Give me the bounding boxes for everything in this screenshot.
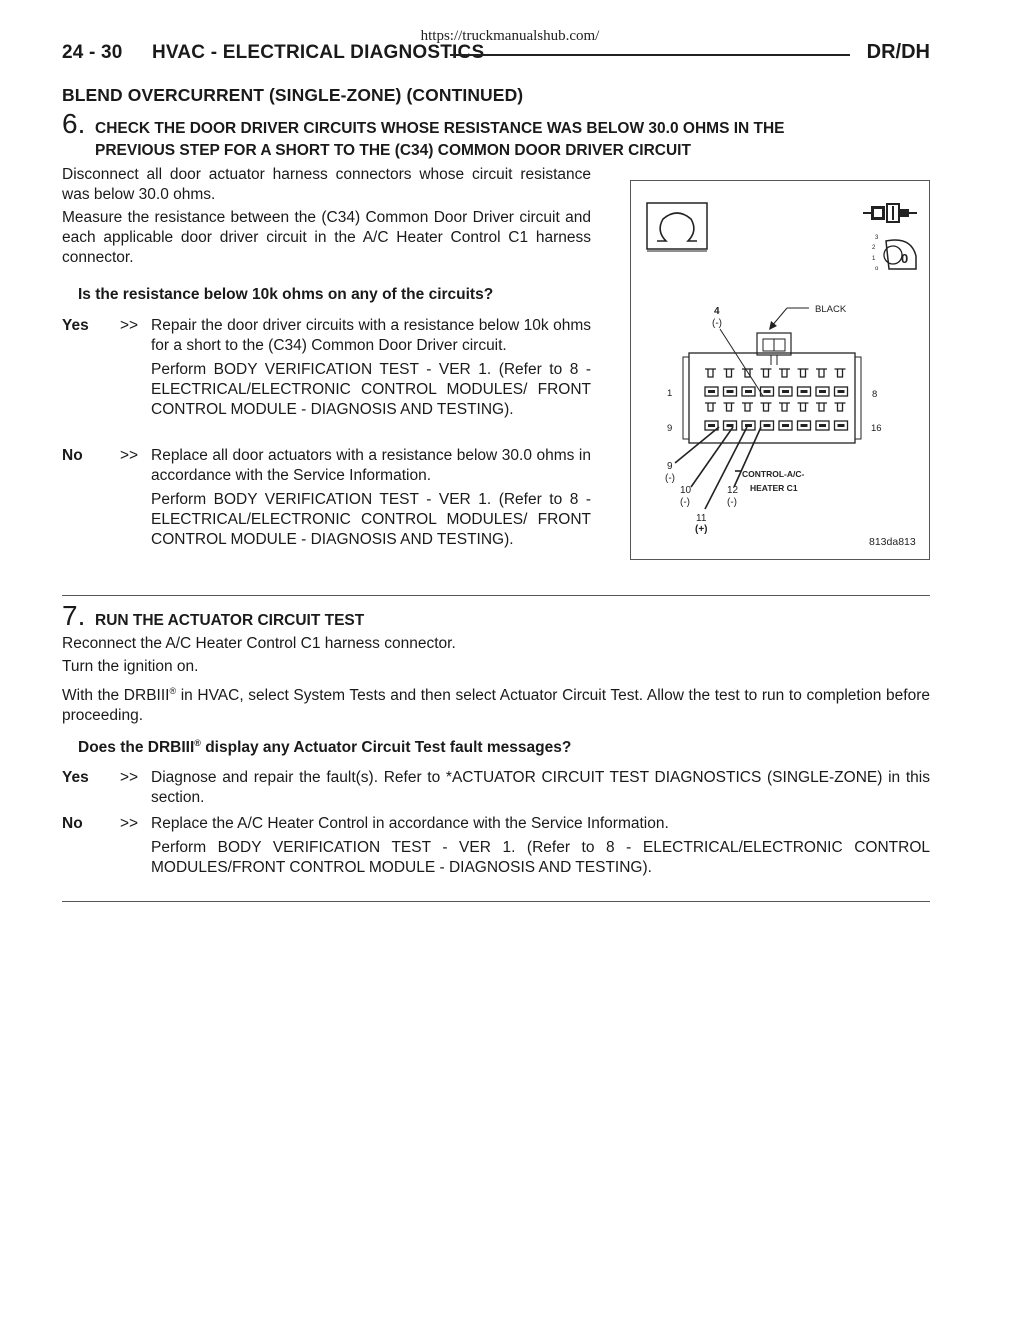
answer-text bbox=[151, 768, 930, 812]
pin-contact bbox=[801, 390, 808, 393]
range-3: 3 bbox=[875, 235, 879, 241]
answer-text-1: Diagnose and repair the fault(s). Refer to *ACTUATOR CIRCUIT TEST DIAGNOSTICS (SINGLE-ZONE) in this section. bbox=[151, 769, 930, 806]
answer-key-no: No bbox=[62, 447, 83, 464]
pin-contact bbox=[727, 424, 734, 427]
pin-contact bbox=[727, 390, 734, 393]
pin-contact bbox=[838, 390, 845, 393]
registered-mark: ® bbox=[169, 686, 177, 696]
pin-4-sign: (-) bbox=[712, 318, 722, 329]
pin-contact bbox=[708, 390, 715, 393]
answer-text-1: Repair the door driver circuits with a resistance below 10k ohms for a short to the (C34) Common Door Driver circuit. bbox=[151, 317, 591, 354]
pin-terminal bbox=[724, 403, 735, 411]
wire-12-label: 12 bbox=[727, 485, 739, 496]
step-6-para-1: Disconnect all door actuator harness connectors whose circuit resistance was below 30.0 ohms. bbox=[62, 166, 591, 203]
step-6-heading bbox=[62, 110, 930, 160]
question-end: display any Actuator Circuit Test fault messages? bbox=[200, 739, 572, 757]
header-rule bbox=[450, 54, 850, 56]
continued-title: BLEND OVERCURRENT (SINGLE-ZONE) (CONTINUED) bbox=[62, 85, 524, 105]
pin-1-label: 1 bbox=[667, 388, 673, 399]
pin-terminal bbox=[779, 369, 790, 377]
answer-text-2: Perform BODY VERIFICATION TEST - VER 1. (Refer to 8 - ELECTRICAL/ELECTRONIC CONTROL MODULES/ FRONT CONTROL MODULE - DIAGNOSIS AND TESTING). bbox=[151, 361, 591, 418]
pin-contact bbox=[801, 424, 808, 427]
connector-pins bbox=[705, 369, 848, 430]
pin-contact bbox=[745, 424, 752, 427]
wire-11-sign: (+) bbox=[695, 524, 708, 535]
step-6-para-2: Measure the resistance between the (C34) Common Door Driver circuit and each applicable door driver circuit in the A/C Heater Control C1 harness connector. bbox=[62, 209, 591, 266]
model-code: DR/DH bbox=[866, 41, 930, 63]
section-title: HVAC - ELECTRICAL DIAGNOSTICS bbox=[152, 42, 485, 63]
answer-text-2: Perform BODY VERIFICATION TEST - VER 1. (Refer to 8 - ELECTRICAL/ELECTRONIC CONTROL MODULES/FRONT CONTROL MODULE - DIAGNOSIS AND TESTING). bbox=[151, 839, 930, 876]
step-7-para-2: Turn the ignition on. bbox=[62, 658, 199, 675]
answer-arrow: >> bbox=[120, 317, 139, 334]
wire-12-sign: (-) bbox=[727, 497, 737, 508]
pin-terminal bbox=[761, 403, 772, 411]
pin-terminal bbox=[835, 403, 846, 411]
pin-contact bbox=[764, 390, 771, 393]
step-6-answer-no bbox=[62, 446, 591, 571]
registered-mark: ® bbox=[194, 738, 201, 748]
range-1: 1 bbox=[872, 256, 876, 262]
pin-16-label: 16 bbox=[871, 423, 882, 434]
answer-text-1: Replace the A/C Heater Control in accordance with the Service Information. bbox=[151, 815, 669, 832]
pin-terminal bbox=[761, 369, 772, 377]
page-number: 24 - 30 bbox=[62, 42, 123, 63]
pin-4-label: 4 bbox=[714, 306, 720, 317]
pin-contact bbox=[819, 424, 826, 427]
step-7-heading bbox=[62, 602, 930, 632]
meter-dial-icon bbox=[872, 235, 916, 272]
source-url[interactable]: https://truckmanualshub.com/ bbox=[420, 28, 600, 44]
pin-contact bbox=[764, 424, 771, 427]
step-title: RUN THE ACTUATOR CIRCUIT TEST bbox=[95, 612, 365, 629]
pin-8-label: 8 bbox=[872, 389, 878, 400]
step-7-para-1: Reconnect the A/C Heater Control C1 harness connector. bbox=[62, 635, 456, 652]
answer-text-1: Replace all door actuators with a resistance below 30.0 ohms in accordance with the Service Information. bbox=[151, 447, 591, 484]
pin-terminal bbox=[798, 369, 809, 377]
para-3-end: in HVAC, select System Tests and then select Actuator Circuit Test. Allow the test to run to completion before proceeding. bbox=[62, 687, 930, 725]
range-o: o bbox=[875, 266, 879, 272]
answer-key-yes: Yes bbox=[62, 769, 89, 786]
pin-contact bbox=[819, 390, 826, 393]
pin-contact bbox=[838, 424, 845, 427]
answer-key-yes: Yes bbox=[62, 317, 89, 334]
answer-arrow: >> bbox=[120, 447, 139, 464]
step-title-line-1: CHECK THE DOOR DRIVER CIRCUITS WHOSE RESISTANCE WAS BELOW 30.0 OHMS IN THE bbox=[95, 120, 785, 137]
section-divider-bottom bbox=[62, 901, 930, 902]
step-title bbox=[95, 118, 785, 162]
dial-value: 0 bbox=[901, 251, 909, 266]
wire-10-label: 10 bbox=[680, 485, 692, 496]
question-start: Does the DRBIII bbox=[78, 739, 195, 757]
step-7-answer-no bbox=[62, 814, 930, 884]
answer-arrow: >> bbox=[120, 769, 139, 786]
pin-terminal bbox=[742, 369, 753, 377]
page-header bbox=[62, 42, 930, 66]
wire-9-sign: (-) bbox=[665, 473, 675, 484]
pin-terminal bbox=[724, 369, 735, 377]
answer-key-no: No bbox=[62, 815, 83, 832]
pin-terminal bbox=[705, 369, 716, 377]
wire-11-label: 11 bbox=[696, 513, 707, 524]
plug-icon bbox=[863, 204, 917, 222]
connector-label-line-1: CONTROL-A/C- bbox=[742, 469, 805, 479]
step-7-answer-yes bbox=[62, 768, 930, 813]
pin-terminal bbox=[835, 369, 846, 377]
answer-text bbox=[151, 814, 930, 882]
pin-terminal bbox=[816, 369, 827, 377]
pin-contact bbox=[708, 424, 715, 427]
step-6-answer-yes bbox=[62, 316, 591, 441]
answer-text-2: Perform BODY VERIFICATION TEST - VER 1. (Refer to 8 - ELECTRICAL/ELECTRONIC CONTROL MODULES/ FRONT CONTROL MODULE - DIAGNOSIS AND TESTING). bbox=[151, 491, 591, 548]
black-label: BLACK bbox=[815, 304, 847, 315]
answer-arrow: >> bbox=[120, 815, 139, 832]
step-6-question: Is the resistance below 10k ohms on any of the circuits? bbox=[78, 286, 494, 303]
step-7-para-3 bbox=[62, 681, 930, 726]
connector-diagram-svg bbox=[631, 181, 929, 559]
pin-terminal bbox=[798, 403, 809, 411]
pin-terminal bbox=[816, 403, 827, 411]
step-title-line-2: PREVIOUS STEP FOR A SHORT TO THE (C34) COMMON DOOR DRIVER CIRCUIT bbox=[95, 142, 691, 159]
answer-text bbox=[151, 316, 591, 424]
step-7-question bbox=[78, 738, 571, 757]
connector-label-line-2: HEATER C1 bbox=[750, 483, 798, 493]
pin-terminal bbox=[742, 403, 753, 411]
pin-9-label: 9 bbox=[667, 423, 673, 434]
connector-diagram bbox=[630, 180, 930, 560]
para-3-start: With the DRBIII bbox=[62, 687, 170, 705]
step-number: 6. bbox=[62, 108, 86, 139]
answer-text bbox=[151, 446, 591, 554]
pin-terminal bbox=[705, 403, 716, 411]
wire-10-sign: (-) bbox=[680, 497, 690, 508]
figure-id: 813da813 bbox=[869, 536, 916, 548]
pin-contact bbox=[782, 390, 789, 393]
wire-9-label: 9 bbox=[667, 461, 673, 472]
pin-contact bbox=[745, 390, 752, 393]
step-number: 7. bbox=[62, 600, 86, 631]
pin-terminal bbox=[779, 403, 790, 411]
section-divider bbox=[62, 595, 930, 596]
range-2: 2 bbox=[872, 245, 876, 251]
pin-contact bbox=[782, 424, 789, 427]
ohmmeter-icon bbox=[647, 203, 707, 251]
